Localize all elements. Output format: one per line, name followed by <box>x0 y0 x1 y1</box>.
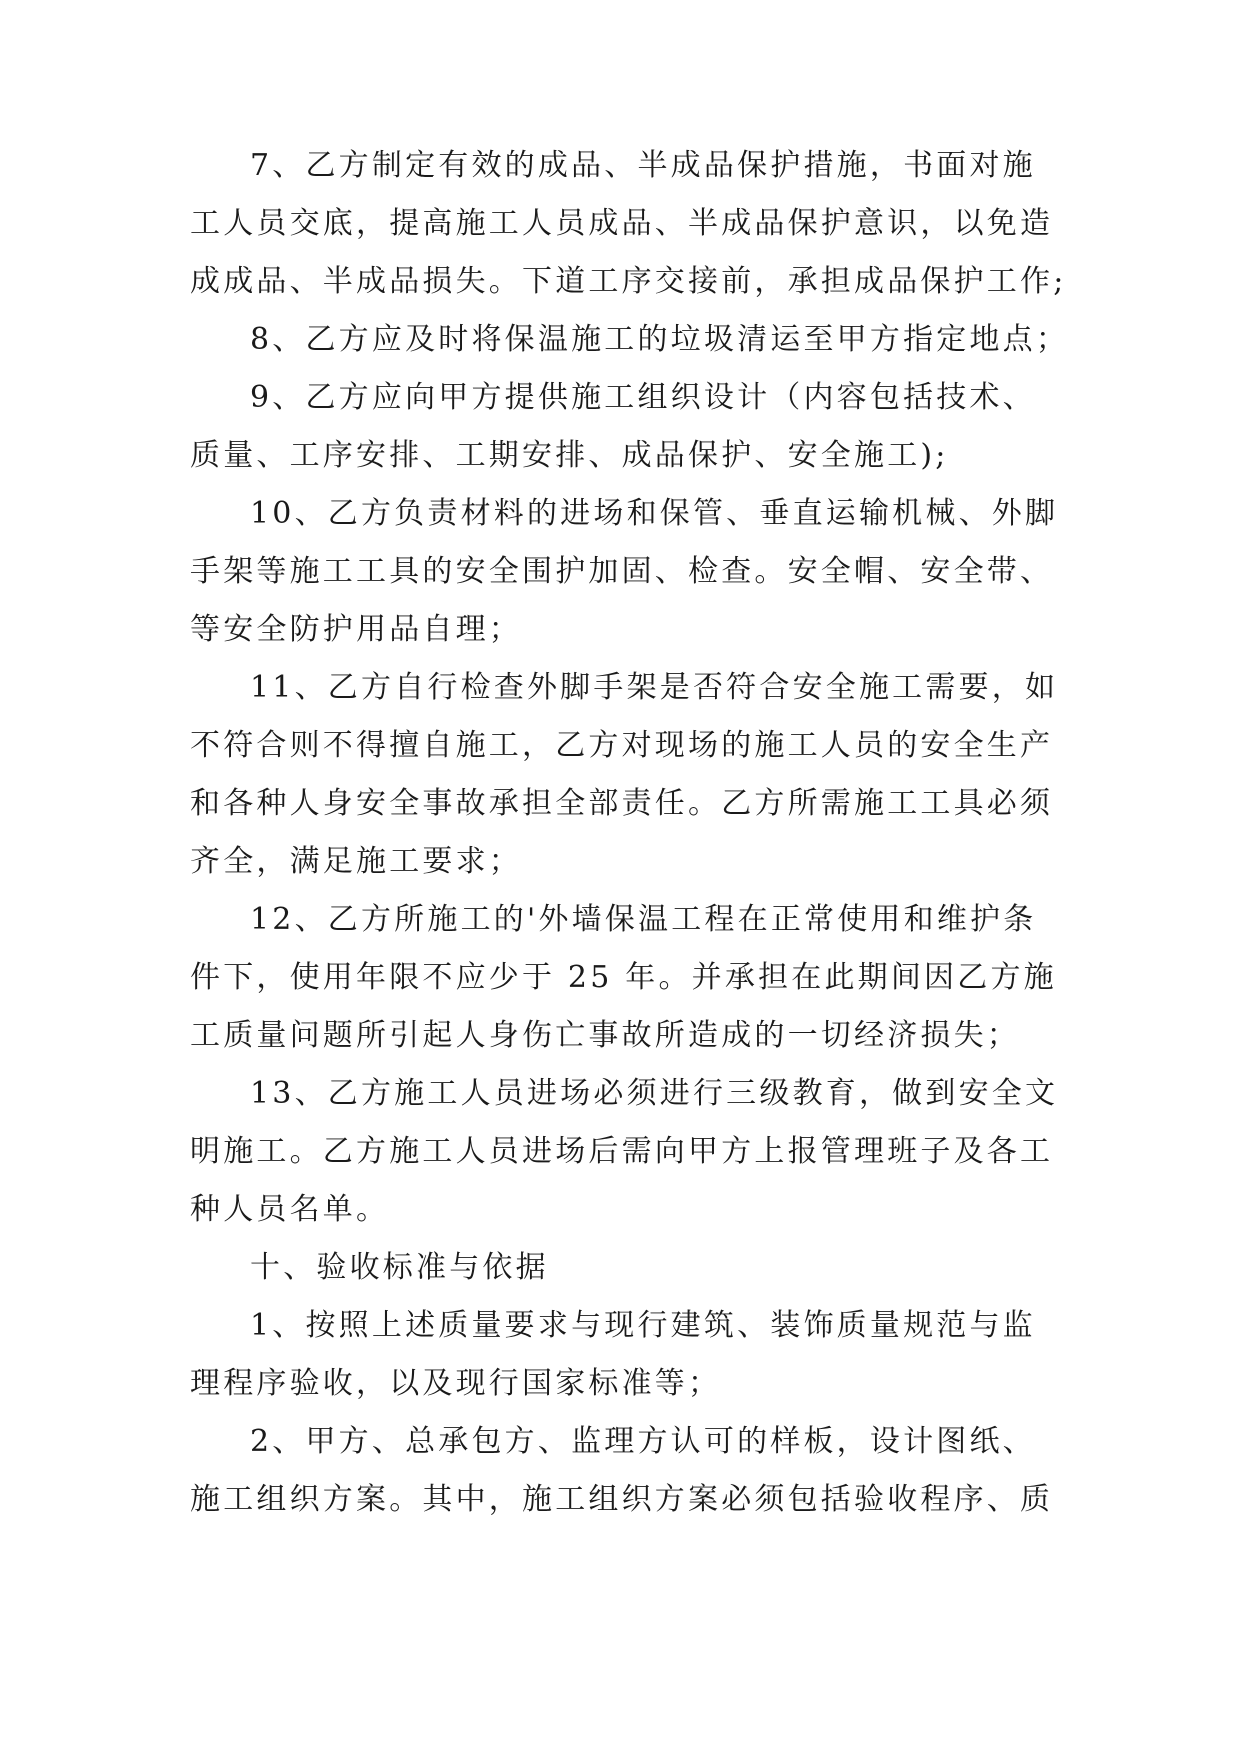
section-heading: 十、验收标准与依据 <box>250 1250 549 1285</box>
paragraph-line: 手架等施工工具的安全围护加固、检查。安全帽、安全带、 <box>190 554 1054 589</box>
paragraph-line: 不符合则不得擅自施工，乙方对现场的施工人员的安全生产 <box>190 728 1054 763</box>
paragraph-line: 10、乙方负责材料的进场和保管、垂直运输机械、外脚 <box>250 496 1059 531</box>
paragraph-line: 8、乙方应及时将保温施工的垃圾清运至甲方指定地点； <box>250 322 1070 357</box>
paragraph-line: 工人员交底，提高施工人员成品、半成品保护意识，以免造 <box>190 206 1054 241</box>
paragraph-line: 11、乙方自行检查外脚手架是否符合安全施工需要，如 <box>250 670 1059 705</box>
paragraph-line: 等安全防护用品自理； <box>190 612 522 647</box>
paragraph-line: 件下，使用年限不应少于 25 年。并承担在此期间因乙方施 <box>190 960 1057 995</box>
paragraph-line: 施工组织方案。其中，施工组织方案必须包括验收程序、质 <box>190 1482 1054 1517</box>
paragraph-line: 9、乙方应向甲方提供施工组织设计（内容包括技术、 <box>250 380 1036 415</box>
paragraph-line: 工质量问题所引起人身伤亡事故所造成的一切经济损失； <box>190 1018 1020 1053</box>
paragraph-line: 2、甲方、总承包方、监理方认可的样板，设计图纸、 <box>250 1424 1036 1459</box>
paragraph-line: 13、乙方施工人员进场必须进行三级教育，做到安全文 <box>250 1076 1059 1111</box>
paragraph-line: 成成品、半成品损失。下道工序交接前，承担成品保护工作; <box>190 264 1067 299</box>
paragraph-line: 质量、工序安排、工期安排、成品保护、安全施工); <box>190 438 949 473</box>
paragraph-line: 明施工。乙方施工人员进场后需向甲方上报管理班子及各工 <box>190 1134 1054 1169</box>
paragraph-line: 和各种人身安全事故承担全部责任。乙方所需施工工具必须 <box>190 786 1054 821</box>
paragraph-line: 7、乙方制定有效的成品、半成品保护措施，书面对施 <box>250 148 1036 183</box>
paragraph-line: 齐全，满足施工要求； <box>190 844 522 879</box>
paragraph-line: 理程序验收，以及现行国家标准等； <box>190 1366 722 1401</box>
paragraph-line: 12、乙方所施工的'外墙保温工程在正常使用和维护条 <box>250 902 1037 937</box>
paragraph-line: 种人员名单。 <box>190 1192 390 1227</box>
paragraph-line: 1、按照上述质量要求与现行建筑、装饰质量规范与监 <box>250 1308 1036 1343</box>
